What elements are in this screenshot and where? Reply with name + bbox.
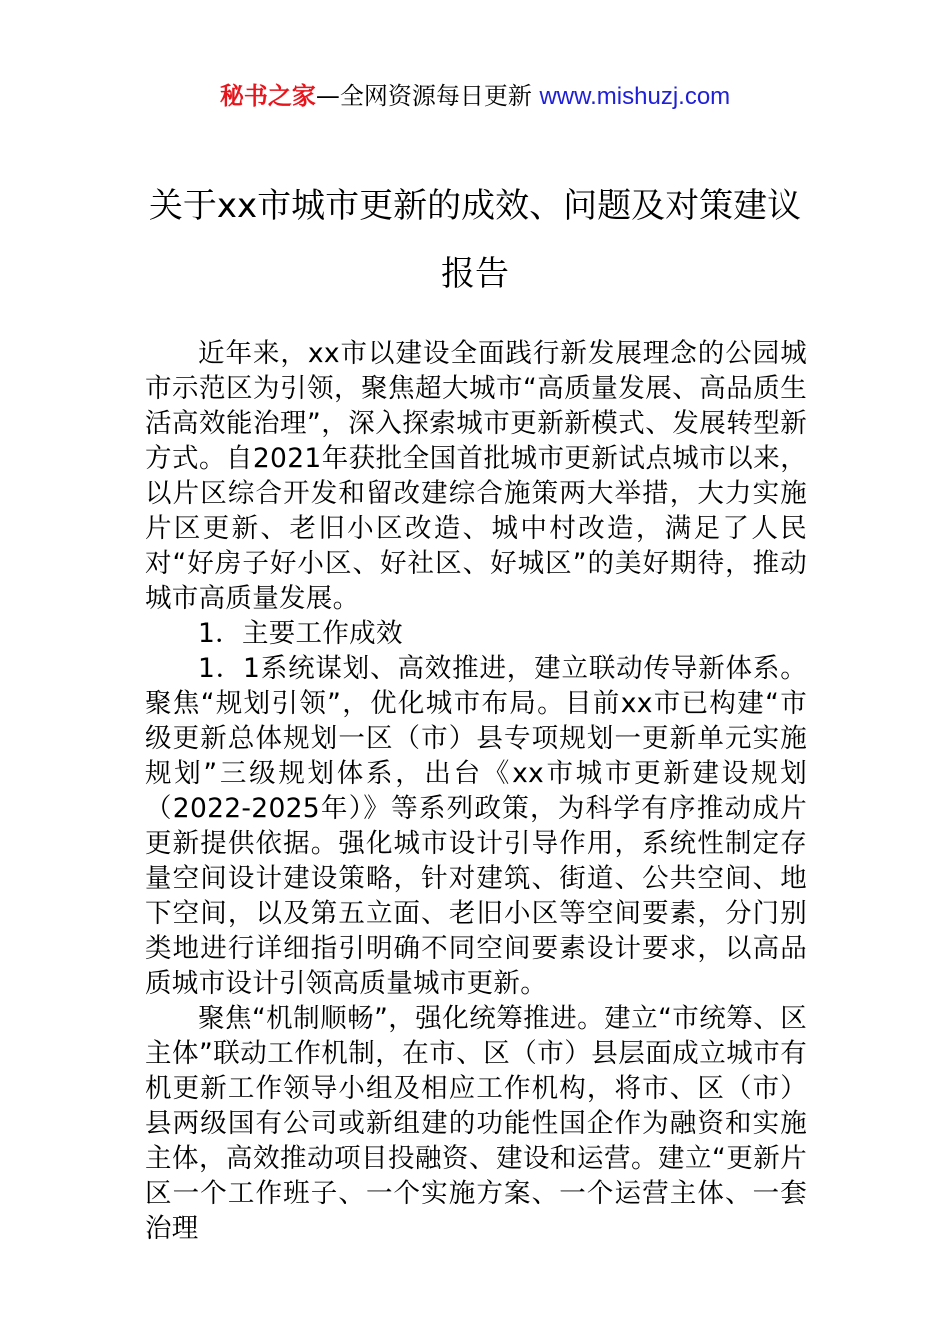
paragraph-mechanism: 聚焦“机制顺畅”，强化统筹推进。建立“市统筹、区主体”联动工作机制，在市、区（市）县层面成立城市有机更新工作领导小组及相应工作机构，将市、区（市）县两级国有公司或新组建的功能性国企作为融资和实施主体，高效推动项目投融资、建设和运营。建立“更新片区一个工作班子、一个实施方案、一个运营主体、一套治理 <box>145 1003 807 1244</box>
brand-name: 秘书之家 <box>219 82 316 110</box>
paragraph-planning: 1．1系统谋划、高效推进，建立联动传导新体系。聚焦“规划引领”，优化城市布局。目前xx市已构建“市级更新总体规划一区（市）县专项规划一更新单元实施规划”三级规划体系，出台《xx市城市更新建设规划（2022-2025年）》等系列政策，为科学有序推动成片更新提供依据。强化城市设计引导作用，系统性制定存量空间设计建设策略，针对建筑、街道、公共空间、地下空间，以及第五立面、老旧小区等空间要素，分门别类地进行详细指引明确不同空间要素设计要求，以高品质城市设计引领高质量城市更新。 <box>145 653 807 999</box>
header-tagline: —全网资源每日更新 <box>315 82 540 110</box>
document-body <box>145 336 807 1246</box>
document-title: 关于xx市城市更新的成效、问题及对策建议报告 <box>148 186 802 294</box>
section-heading: 1．主要工作成效 <box>198 618 403 649</box>
paragraph-intro: 近年来，xx市以建设全面践行新发展理念的公园城市示范区为引领，聚焦超大城市“高质量发展、高品质生活高效能治理”，深入探索城市更新新模式、发展转型新方式。自2021年获批全国首批城市更新试点城市以来，以片区综合开发和留改建综合施策两大举措，大力实施片区更新、老旧小区改造、城中村改造，满足了人民对“好房子好小区、好社区、好城区”的美好期待，推动城市高质量发展。 <box>145 338 807 614</box>
site-header <box>0 80 950 113</box>
site-url-link[interactable]: www.mishuzj.com <box>539 83 731 110</box>
